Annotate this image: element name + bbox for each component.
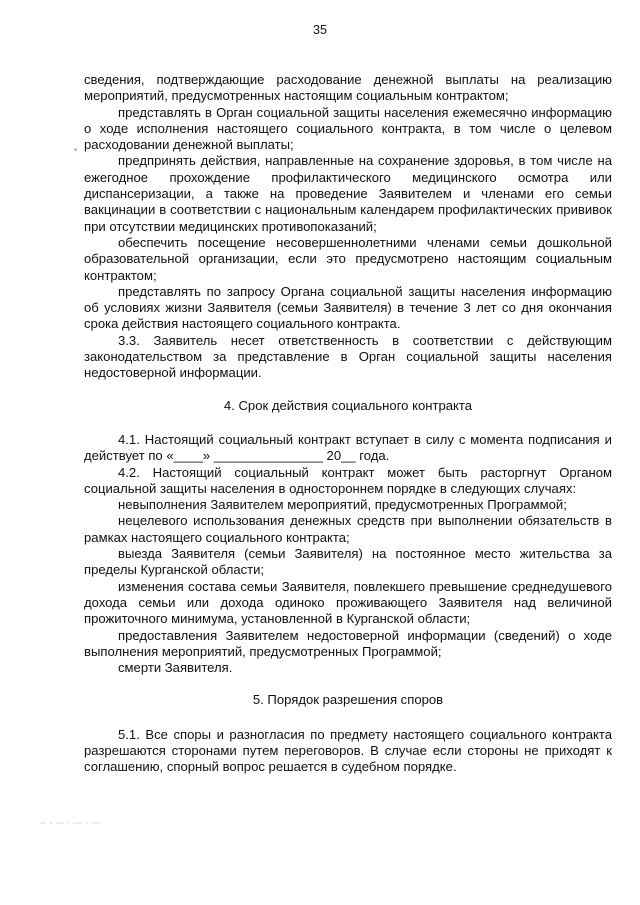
section-3-continued [84, 72, 612, 382]
scan-speck [74, 148, 77, 151]
paragraph: представлять в Орган социальной защиты населения ежемесячно информацию о ходе исполнения настоящего социального контракта, в том числе о целевом расходовании денежной выплаты; [84, 104, 612, 153]
paragraph: 3.3. Заявитель несет ответственность в соответствии с действующим законодательством за представление в Орган социальной защиты населения недостоверной информации. [84, 332, 612, 381]
paragraph: предоставления Заявителем недостоверной информации (сведений) о ходе выполнения мероприятий, предусмотренных Программой; [84, 627, 612, 659]
paragraph: невыполнения Заявителем мероприятий, предусмотренных Программой; [118, 497, 567, 513]
section-4-heading: 4. Срок действия социального контракта [223, 397, 473, 413]
section-5 [84, 727, 612, 776]
paragraph: выезда Заявителя (семьи Заявителя) на постоянное место жительства за пределы Курганской области; [84, 546, 612, 578]
document-body [84, 72, 612, 776]
paragraph: обеспечить посещение несовершеннолетними членами семьи дошкольной образовательной организации, если это предусмотрено настоящим социальным контрактом; [84, 234, 612, 283]
paragraph: 4.1. Настоящий социальный контракт вступает в силу с момента подписания и действует по «____» _______________ 20__ года. [84, 431, 612, 464]
paragraph: 4.2. Настоящий социальный контракт может быть расторгнут Органом социальной защиты населения в одностороннем порядке в следующих случаях: [84, 464, 612, 496]
section-5-heading: 5. Порядок разрешения споров [252, 692, 444, 708]
paragraph: предпринять действия, направленные на сохранение здоровья, в том числе на ежегодное прохождение профилактического медицинского осмотра или диспансеризации, а также на проведение Заявителем и членами его семьи вакцинации в соответствии с национальным календарем профилактических прививок при отсутствии медицинских противопоказаний; [84, 153, 612, 234]
scan-artifact [38, 818, 102, 826]
paragraph: 5.1. Все споры и разногласия по предмету настоящего социального контракта разрешаются сторонами путем переговоров. В случае если стороны не приходят к соглашению, спорный вопрос решается в судебном порядке. [84, 726, 612, 775]
paragraph: смерти Заявителя. [118, 660, 233, 676]
section-4 [84, 432, 612, 676]
paragraph: представлять по запросу Органа социальной защиты населения информацию об условиях жизни Заявителя (семьи Заявителя) в течение 3 лет со дня окончания срока действия настоящего социального контракта. [84, 283, 612, 332]
paragraph: сведения, подтверждающие расходование денежной выплаты на реализацию мероприятий, предусмотренных настоящим социальным контрактом; [84, 72, 612, 104]
paragraph: изменения состава семьи Заявителя, повлекшего превышение среднедушевого дохода семьи или дохода одиноко проживающего Заявителя над величиной прожиточного минимума, установленной в Курганской области; [84, 578, 612, 627]
paragraph: нецелевого использования денежных средств при выполнении обязательств в рамках настоящего социального контракта; [84, 513, 612, 545]
page-number: 35 [313, 23, 327, 37]
